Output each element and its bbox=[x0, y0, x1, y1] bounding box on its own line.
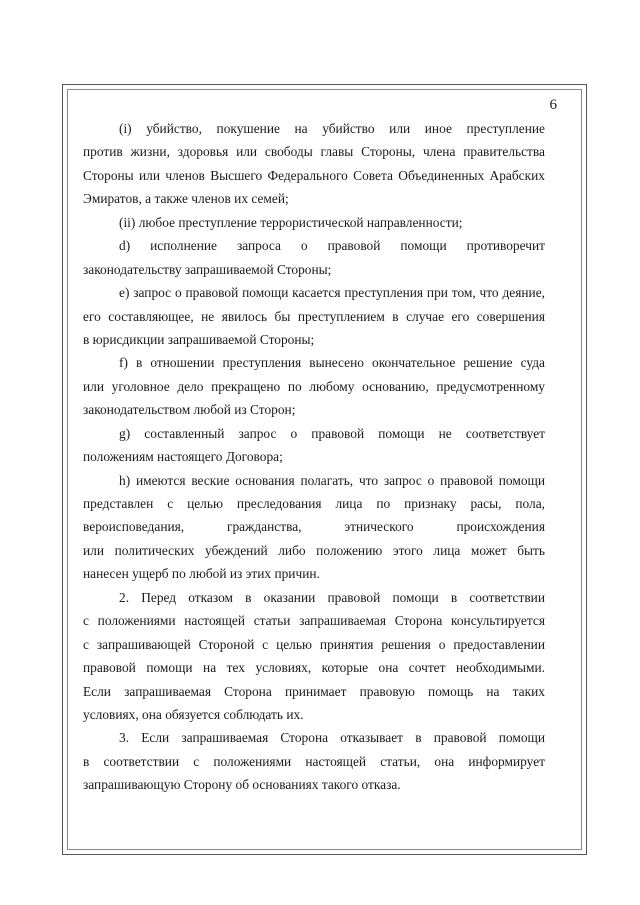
text-line: Стороны или членов Высшего Федерального Совета Объединенных Арабских bbox=[83, 167, 545, 183]
paragraph-item-g bbox=[83, 422, 545, 469]
text-line: условиях, она обязуется соблюдать их. bbox=[83, 706, 304, 722]
text-line: против жизни, здоровья или свободы главы Стороны, члена правительства bbox=[83, 144, 545, 160]
text-line: g) составленный запрос о правовой помощи не соответствует bbox=[119, 425, 545, 441]
text-line: представлен с целью преследования лица по признаку расы, пола, bbox=[83, 496, 545, 511]
document-body bbox=[83, 117, 545, 797]
text-line: его составляющее, не явилось бы преступлением в случае его совершения bbox=[83, 308, 545, 324]
text-line: 2. Перед отказом в оказании правовой помощи в соответствии bbox=[119, 589, 545, 605]
text-line: вероисповедания, гражданства, этнического происхождения bbox=[83, 519, 545, 535]
paragraph-item-ii bbox=[83, 211, 545, 234]
text-line: с запрашивающей Стороной с целью принятия решения о предоставлении bbox=[83, 636, 545, 652]
text-line: положениям настоящего Договора; bbox=[83, 449, 283, 465]
text-line: е) запрос о правовой помощи касается преступления при том, что деяние, bbox=[119, 285, 545, 301]
text-line: h) имеются веские основания полагать, что запрос о правовой помощи bbox=[119, 472, 545, 488]
text-line: Если запрашиваемая Сторона принимает правовую помощь на таких bbox=[83, 683, 545, 699]
paragraph-2 bbox=[83, 586, 545, 727]
paragraph-item-e bbox=[83, 281, 545, 351]
paragraph-item-i bbox=[83, 117, 545, 211]
text-line: (i) убийство, покушение на убийство или иное преступление bbox=[119, 121, 545, 136]
text-line: или политических убеждений либо положению этого лица может быть bbox=[83, 542, 545, 558]
text-line: законодательством любой из Сторон; bbox=[83, 402, 296, 418]
paragraph-item-f bbox=[83, 351, 545, 421]
text-line: законодательству запрашиваемой Стороны; bbox=[83, 261, 332, 277]
paragraph-item-h bbox=[83, 469, 545, 586]
paragraph-3 bbox=[83, 726, 545, 796]
text-line: правовой помощи на тех условиях, которые она сочтет необходимыми. bbox=[83, 660, 545, 676]
text-line: в соответствии с положениями настоящей статьи, она информирует bbox=[83, 753, 545, 769]
text-line: с положениями настоящей статьи запрашиваемая Сторона консультируется bbox=[83, 613, 545, 629]
text-line: нанесен ущерб по любой из этих причин. bbox=[83, 566, 320, 582]
text-line: 3. Если запрашиваемая Сторона отказывает в правовой помощи bbox=[119, 730, 545, 746]
text-line: f) в отношении преступления вынесено окончательное решение суда bbox=[119, 355, 545, 371]
text-line: запрашивающую Сторону об основаниях такого отказа. bbox=[83, 777, 401, 793]
page-number: 6 bbox=[549, 97, 557, 113]
text-line: в юрисдикции запрашиваемой Стороны; bbox=[83, 331, 315, 347]
text-line: d) исполнение запроса о правовой помощи противоречит bbox=[119, 238, 545, 254]
text-line: (ii) любое преступление террористической направленности; bbox=[119, 214, 463, 230]
text-line: Эмиратов, а также членов их семей; bbox=[83, 191, 289, 207]
paragraph-item-d bbox=[83, 234, 545, 281]
text-line: или уголовное дело прекращено по любому основанию, предусмотренному bbox=[83, 378, 545, 394]
